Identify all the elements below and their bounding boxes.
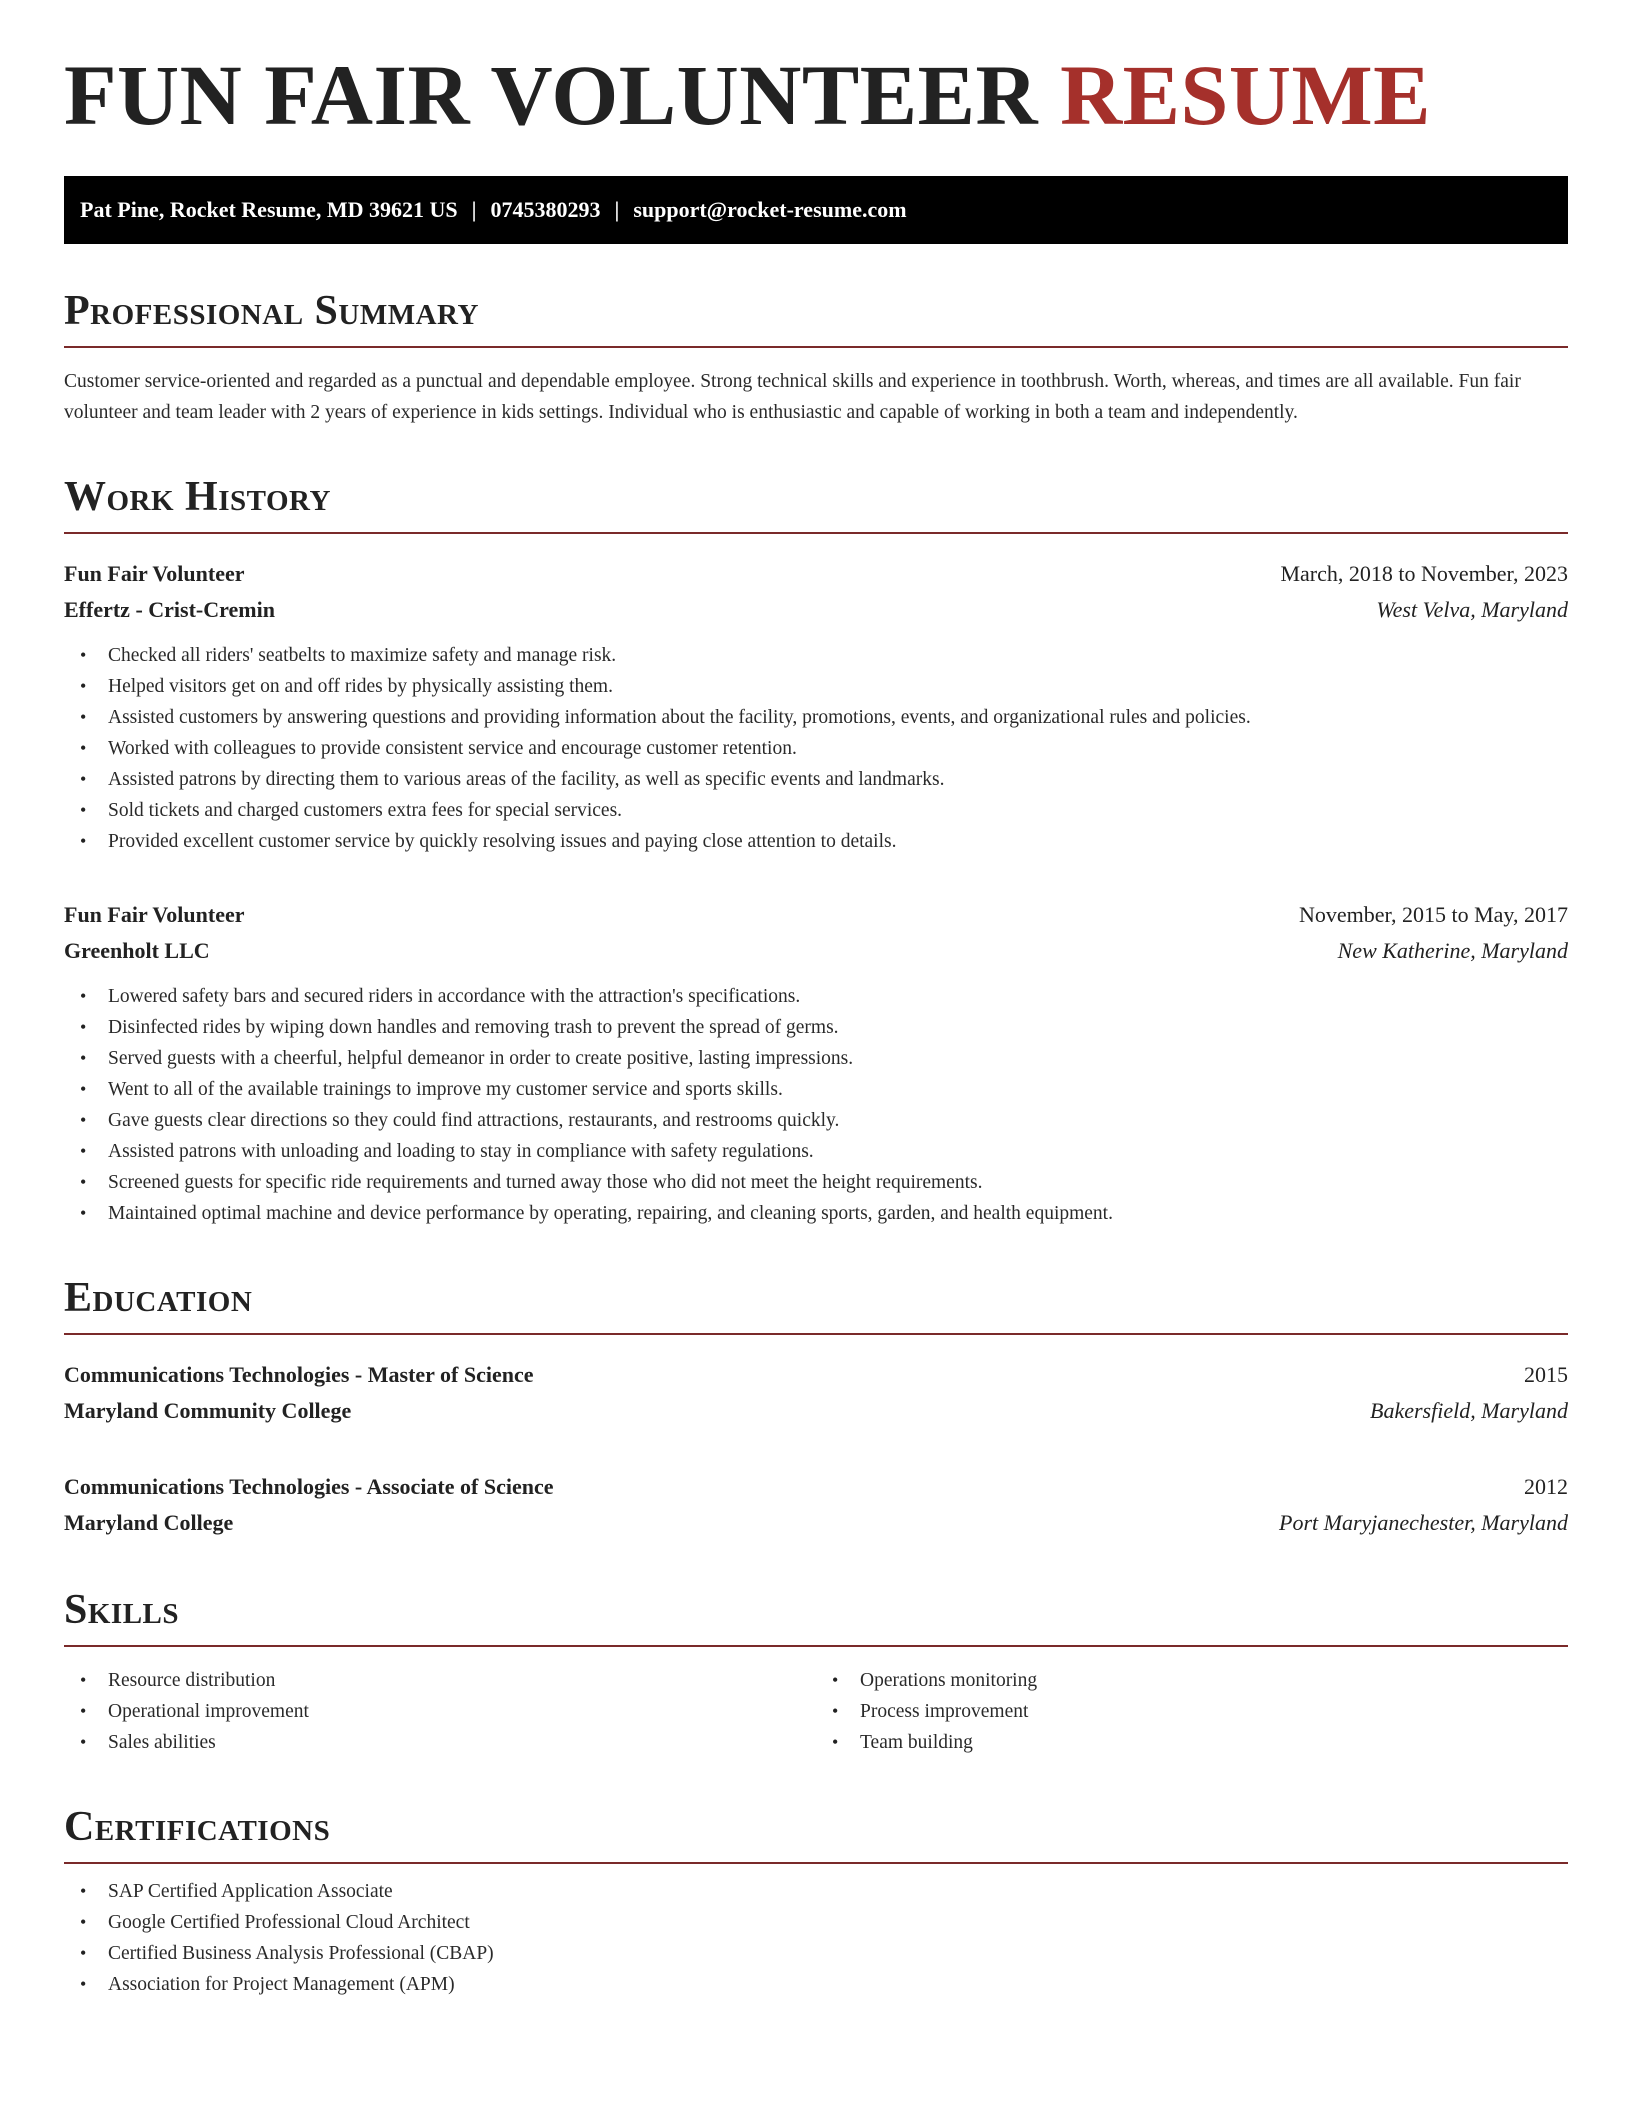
education-section: [64, 1277, 1568, 1541]
education-degree: Communications Technologies - Associate of Science: [64, 1474, 554, 1499]
summary-section: [64, 290, 1568, 428]
education-entry: [64, 1357, 1568, 1429]
job-entry: [64, 556, 1568, 857]
resume-title-accent: RESUME: [1060, 47, 1432, 143]
list-item: • Assisted patrons with unloading and loading to stay in compliance with safety regulations.: [64, 1136, 1568, 1167]
education-year: 2012: [1524, 1474, 1568, 1499]
job-title-row: [64, 897, 1568, 933]
education-degree-row: [64, 1469, 1568, 1505]
section-divider: [64, 346, 1568, 348]
job-title-row: [64, 556, 1568, 592]
list-item: • Team building: [816, 1727, 1568, 1758]
list-item: • Screened guests for specific ride requirements and turned away those who did not meet the height requirements.: [64, 1167, 1568, 1198]
list-item: • Worked with colleagues to provide consistent service and encourage customer retention.: [64, 733, 1568, 764]
job-company: Greenholt LLC: [64, 938, 210, 963]
list-item: • Went to all of the available trainings to improve my customer service and sports skills.: [64, 1074, 1568, 1105]
job-bullets: [64, 640, 1568, 857]
contact-email[interactable]: support@rocket-resume.com: [633, 197, 907, 222]
list-item: • Maintained optimal machine and device performance by operating, repairing, and cleaning sports, garden, and health equipment.: [64, 1198, 1568, 1229]
skills-section: [64, 1589, 1568, 1758]
education-location: Bakersfield, Maryland: [1370, 1398, 1568, 1423]
education-degree: Communications Technologies - Master of Science: [64, 1362, 534, 1387]
list-item: • Operational improvement: [64, 1696, 816, 1727]
section-divider: [64, 532, 1568, 534]
list-item: • Helped visitors get on and off rides by physically assisting them.: [64, 671, 1568, 702]
job-location: New Katherine, Maryland: [1337, 938, 1568, 963]
education-school-row: [64, 1505, 1568, 1541]
certifications-heading: Certifications: [64, 1804, 331, 1850]
list-item: • Sales abilities: [64, 1727, 816, 1758]
contact-bar: [64, 176, 1568, 244]
work-section: [64, 476, 1568, 1229]
skills-list-right: [816, 1665, 1568, 1758]
list-item: • Sold tickets and charged customers extra fees for special services.: [64, 795, 1568, 826]
job-dates: March, 2018 to November, 2023: [1280, 561, 1568, 586]
education-entry: [64, 1469, 1568, 1541]
job-company-row: [64, 933, 1568, 969]
job-dates: November, 2015 to May, 2017: [1299, 902, 1568, 927]
list-item: • Checked all riders' seatbelts to maximize safety and manage risk.: [64, 640, 1568, 671]
education-school: Maryland Community College: [64, 1398, 352, 1423]
resume-title-main: FUN FAIR VOLUNTEER: [64, 47, 1039, 143]
section-divider: [64, 1645, 1568, 1647]
job-title: Fun Fair Volunteer: [64, 902, 245, 927]
list-item: • Association for Project Management (APM): [64, 1969, 1568, 2000]
job-entry: [64, 897, 1568, 1229]
summary-text: Customer service-oriented and regarded as a punctual and dependable employee. Strong technical skills and experience in toothbrush. Worth, whereas, and times are all available. Fun fair volunteer and team leader with 2 years of experience in kids settings. Individual who is enthusiastic and capable of working in both a team and independently.: [64, 371, 1521, 423]
job-title: Fun Fair Volunteer: [64, 561, 245, 586]
list-item: • Google Certified Professional Cloud Architect: [64, 1907, 1568, 1938]
job-company: Effertz - Crist-Cremin: [64, 597, 275, 622]
contact-separator: |: [471, 197, 477, 222]
skills-heading: Skills: [64, 1587, 180, 1633]
certifications-list: [64, 1876, 1568, 2000]
list-item: • Gave guests clear directions so they could find attractions, restaurants, and restrooms quickly.: [64, 1105, 1568, 1136]
certifications-section: [64, 1806, 1568, 2000]
work-heading: Work History: [64, 474, 331, 520]
list-item: • Process improvement: [816, 1696, 1568, 1727]
education-degree-row: [64, 1357, 1568, 1393]
list-item: • Resource distribution: [64, 1665, 816, 1696]
list-item: • Provided excellent customer service by quickly resolving issues and paying close attention to details.: [64, 826, 1568, 857]
contact-phone: 0745380293: [490, 197, 601, 222]
education-school: Maryland College: [64, 1510, 234, 1535]
job-bullets: [64, 981, 1568, 1229]
list-item: • Served guests with a cheerful, helpful demeanor in order to create positive, lasting impressions.: [64, 1043, 1568, 1074]
skills-list-left: [64, 1665, 816, 1758]
list-item: • Operations monitoring: [816, 1665, 1568, 1696]
list-item: • Disinfected rides by wiping down handles and removing trash to prevent the spread of germs.: [64, 1012, 1568, 1043]
section-divider: [64, 1862, 1568, 1864]
summary-heading: Professional Summary: [64, 288, 479, 334]
list-item: • Lowered safety bars and secured riders in accordance with the attraction's specifications.: [64, 981, 1568, 1012]
contact-address: Pat Pine, Rocket Resume, MD 39621 US: [80, 197, 458, 222]
contact-separator: |: [614, 197, 620, 222]
skills-grid: [64, 1665, 1568, 1758]
job-location: West Velva, Maryland: [1376, 597, 1568, 622]
list-item: • Assisted customers by answering questions and providing information about the facility, promotions, events, and organizational rules and policies.: [64, 702, 1568, 733]
education-school-row: [64, 1393, 1568, 1429]
resume-title: [64, 47, 1568, 143]
section-divider: [64, 1333, 1568, 1335]
list-item: • SAP Certified Application Associate: [64, 1876, 1568, 1907]
job-company-row: [64, 592, 1568, 628]
list-item: • Assisted patrons by directing them to various areas of the facility, as well as specific events and landmarks.: [64, 764, 1568, 795]
education-year: 2015: [1524, 1362, 1568, 1387]
education-heading: Education: [64, 1275, 253, 1321]
list-item: • Certified Business Analysis Professional (CBAP): [64, 1938, 1568, 1969]
education-location: Port Maryjanechester, Maryland: [1279, 1510, 1568, 1535]
